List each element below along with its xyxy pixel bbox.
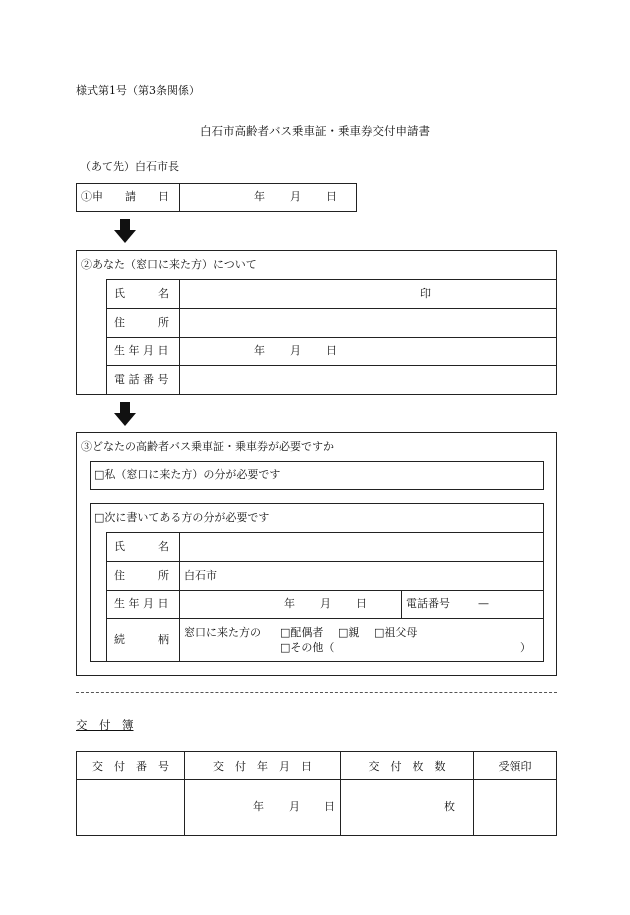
target-name-label: 氏 名 xyxy=(114,540,169,553)
target-birth-day: 日 xyxy=(356,597,367,610)
applicant-heading: ②あなた（窓口に来た方）について xyxy=(81,258,257,271)
ledger-date-day: 日 xyxy=(324,800,335,813)
ledger-date-month: 月 xyxy=(289,800,300,813)
down-arrow-icon xyxy=(114,219,136,243)
relation-other-close: ） xyxy=(520,641,531,654)
target-phone-dash: — xyxy=(478,597,489,610)
applicant-address-field[interactable] xyxy=(180,309,556,336)
applicant-phone-label: 電 話 番 号 xyxy=(114,373,169,386)
applicant-address-label: 住 所 xyxy=(114,316,169,329)
ledger-col-count: 交 付 枚 数 xyxy=(368,759,446,773)
cut-line xyxy=(76,692,557,693)
relation-label: 続 柄 xyxy=(114,633,169,646)
ledger-col-date: 交 付 年 月 日 xyxy=(213,759,312,773)
ledger-count-unit: 枚 xyxy=(444,800,455,813)
target-address-label: 住 所 xyxy=(114,569,169,582)
applicant-name-label: 氏 名 xyxy=(114,287,169,300)
applicant-birth-label: 生 年 月 日 xyxy=(114,344,169,357)
application-date-year: 年 xyxy=(254,190,265,203)
relation-prefix: 窓口に来た方の xyxy=(184,626,261,639)
applicant-phone-field[interactable] xyxy=(180,366,556,394)
target-birth-year: 年 xyxy=(284,597,295,610)
ledger-title: 交 付 簿 xyxy=(76,718,134,732)
option-other-checkbox[interactable]: □次に書いてある方の分が必要です xyxy=(94,511,270,524)
target-birth-label: 生 年 月 日 xyxy=(114,597,169,610)
relation-parent-checkbox[interactable]: □親 xyxy=(338,626,360,639)
ledger-number-field[interactable] xyxy=(77,780,184,835)
application-date-month: 月 xyxy=(290,190,301,203)
page-title: 白石市高齢者バス乗車証・乗車券交付申請書 xyxy=(200,124,430,138)
target-name-field[interactable] xyxy=(180,533,543,560)
target-address-field[interactable]: 白石市 xyxy=(184,569,217,582)
applicant-birth-month: 月 xyxy=(290,344,301,357)
form-number: 様式第1号（第3条関係） xyxy=(76,84,200,97)
target-phone-field[interactable] xyxy=(465,591,543,617)
relation-other-checkbox[interactable]: □その他（ xyxy=(280,641,335,654)
applicant-name-field[interactable] xyxy=(180,280,556,307)
applicant-birth-field[interactable] xyxy=(180,338,556,364)
relation-grandparent-checkbox[interactable]: □祖父母 xyxy=(374,626,418,639)
application-date-label: ①申 請 日 xyxy=(81,190,169,203)
ledger-seal-field[interactable] xyxy=(474,780,556,835)
ledger-date-year: 年 xyxy=(253,800,264,813)
ledger-col-number: 交 付 番 号 xyxy=(92,759,169,773)
ledger-col-seal: 受領印 xyxy=(498,759,532,773)
target-phone-label: 電話番号 xyxy=(406,597,450,610)
target-heading: ③どなたの高齢者バス乗車証・乗車券が必要ですか xyxy=(81,440,334,453)
target-birth-month: 月 xyxy=(320,597,331,610)
relation-spouse-checkbox[interactable]: □配偶者 xyxy=(280,626,324,639)
down-arrow-icon xyxy=(114,402,136,426)
option-self-checkbox[interactable]: □私（窓口に来た方）の分が必要です xyxy=(94,468,281,481)
applicant-birth-day: 日 xyxy=(326,344,337,357)
applicant-birth-year: 年 xyxy=(254,344,265,357)
application-date-day: 日 xyxy=(326,190,337,203)
seal-mark: 印 xyxy=(420,287,431,300)
addressee: （あて先）白石市長 xyxy=(80,160,179,173)
